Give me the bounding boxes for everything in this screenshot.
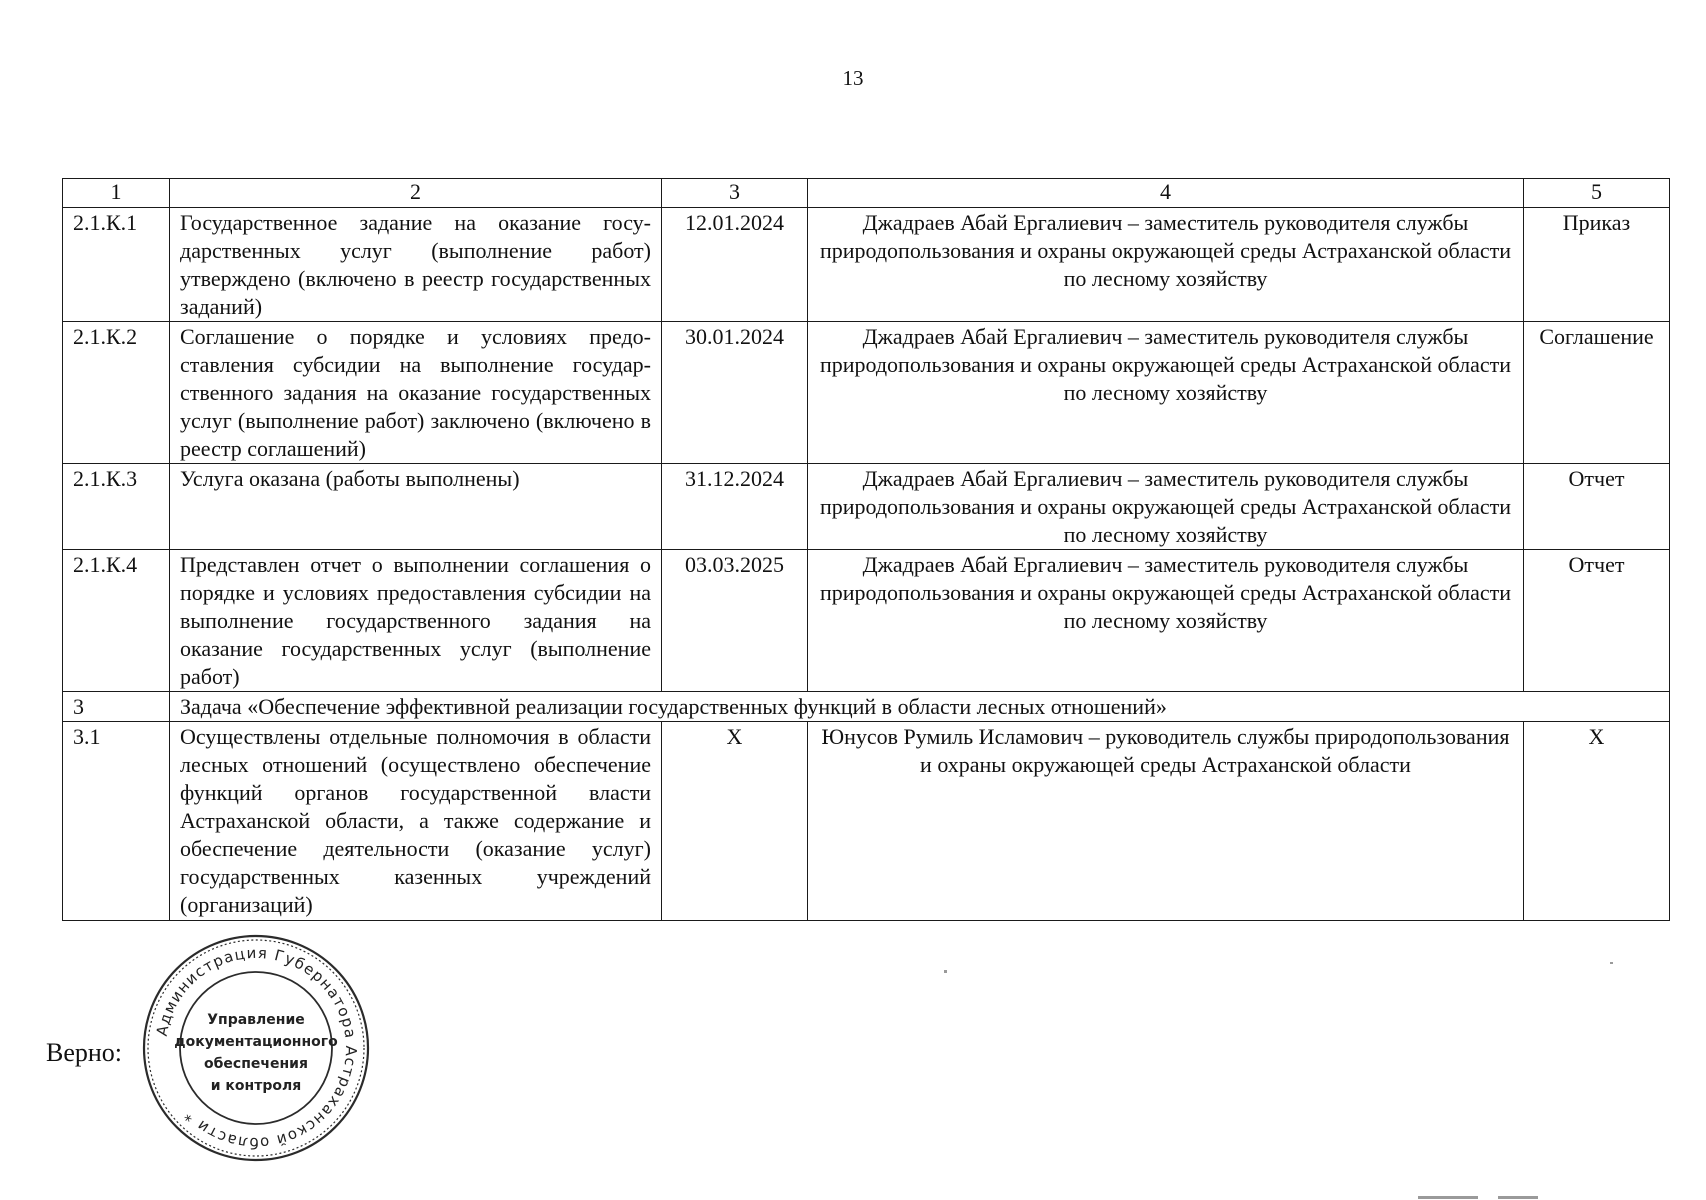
row-responsible: Джадраев Абай Ергалиевич – заместитель руководителя службы природопользования и охраны окружающей среды Астраханской области по лесному хозяйству bbox=[808, 550, 1524, 692]
table-row bbox=[63, 550, 1670, 692]
row-document-type: Отчет bbox=[1524, 550, 1670, 692]
row-document-type: Приказ bbox=[1524, 208, 1670, 322]
seal-inner-line: Управление bbox=[207, 1012, 305, 1028]
column-header: 1 bbox=[63, 179, 170, 208]
seal-inner-line: обеспечения bbox=[204, 1056, 308, 1072]
row-responsible: Юнусов Румиль Исламович – руководитель службы природопользования и охраны окружающей среды Астраханской области bbox=[808, 722, 1524, 921]
scan-speck bbox=[944, 970, 947, 973]
seal-inner-line: документационного bbox=[174, 1034, 338, 1050]
table-row bbox=[63, 722, 1670, 921]
row-description: Соглашение о порядке и условиях предоставления субсидии на выполнение государственного задания на оказание государственных услуг (выполнение работ) заключено (включено в реестр соглашений) bbox=[170, 322, 662, 464]
row-date: 03.03.2025 bbox=[662, 550, 808, 692]
row-responsible: Джадраев Абай Ергалиевич – заместитель руководителя службы природопользования и охраны окружающей среды Астраханской области по лесному хозяйству bbox=[808, 208, 1524, 322]
row-description: Представлен отчет о выполнении соглашения о порядке и условиях предоставления субсидии на выполнение государственного задания на оказание государственных услуг (выполнение работ) bbox=[170, 550, 662, 692]
page-number: 13 bbox=[842, 66, 864, 90]
table-row bbox=[63, 208, 1670, 322]
row-document-type: Соглашение bbox=[1524, 322, 1670, 464]
seal-inner-line: и контроля bbox=[210, 1078, 302, 1094]
row-responsible: Джадраев Абай Ергалиевич – заместитель руководителя службы природопользования и охраны окружающей среды Астраханской области по лесному хозяйству bbox=[808, 322, 1524, 464]
task-row bbox=[63, 692, 1670, 722]
row-description: Осуществлены отдельные полномочия в области лесных отношений (осуществлено обеспечение функций органов государственной власти Астраханской области, а также содержание и обеспечение деятельности (оказание услуг) государственных казенных учреждений (организаций) bbox=[170, 722, 662, 921]
row-description: Государственное задание на оказание государственных услуг (выполнение работ) утверждено (включено в реестр государственных заданий) bbox=[170, 208, 662, 322]
table-header-row bbox=[63, 179, 1670, 208]
row-document-type: Х bbox=[1524, 722, 1670, 921]
row-date: 12.01.2024 bbox=[662, 208, 808, 322]
certified-label: Верно: bbox=[46, 1038, 123, 1067]
row-document-type: Отчет bbox=[1524, 464, 1670, 550]
official-seal bbox=[140, 932, 372, 1164]
scan-artifact bbox=[1418, 1196, 1478, 1199]
seal-outer-text: Администрация Губернатора Астраханской области * bbox=[152, 943, 361, 1153]
row-number: 2.1.К.4 bbox=[63, 550, 170, 692]
row-date: 30.01.2024 bbox=[662, 322, 808, 464]
scan-artifact bbox=[1498, 1196, 1538, 1199]
task-title: Задача «Обеспечение эффективной реализации государственных функций в области лесных отношений» bbox=[170, 692, 1670, 722]
column-header: 2 bbox=[170, 179, 662, 208]
row-date: Х bbox=[662, 722, 808, 921]
row-number: 2.1.К.1 bbox=[63, 208, 170, 322]
row-number: 2.1.К.2 bbox=[63, 322, 170, 464]
seal-inner-text bbox=[174, 1012, 338, 1094]
row-responsible: Джадраев Абай Ергалиевич – заместитель руководителя службы природопользования и охраны окружающей среды Астраханской области по лесному хозяйству bbox=[808, 464, 1524, 550]
plan-table bbox=[62, 178, 1670, 921]
column-header: 4 bbox=[808, 179, 1524, 208]
row-date: 31.12.2024 bbox=[662, 464, 808, 550]
row-number: 2.1.К.3 bbox=[63, 464, 170, 550]
task-number: 3 bbox=[63, 692, 170, 722]
table-row bbox=[63, 322, 1670, 464]
row-number: 3.1 bbox=[63, 722, 170, 921]
table-row bbox=[63, 464, 1670, 550]
row-description: Услуга оказана (работы выполнены) bbox=[170, 464, 662, 550]
column-header: 5 bbox=[1524, 179, 1670, 208]
scan-speck bbox=[1610, 962, 1613, 964]
column-header: 3 bbox=[662, 179, 808, 208]
